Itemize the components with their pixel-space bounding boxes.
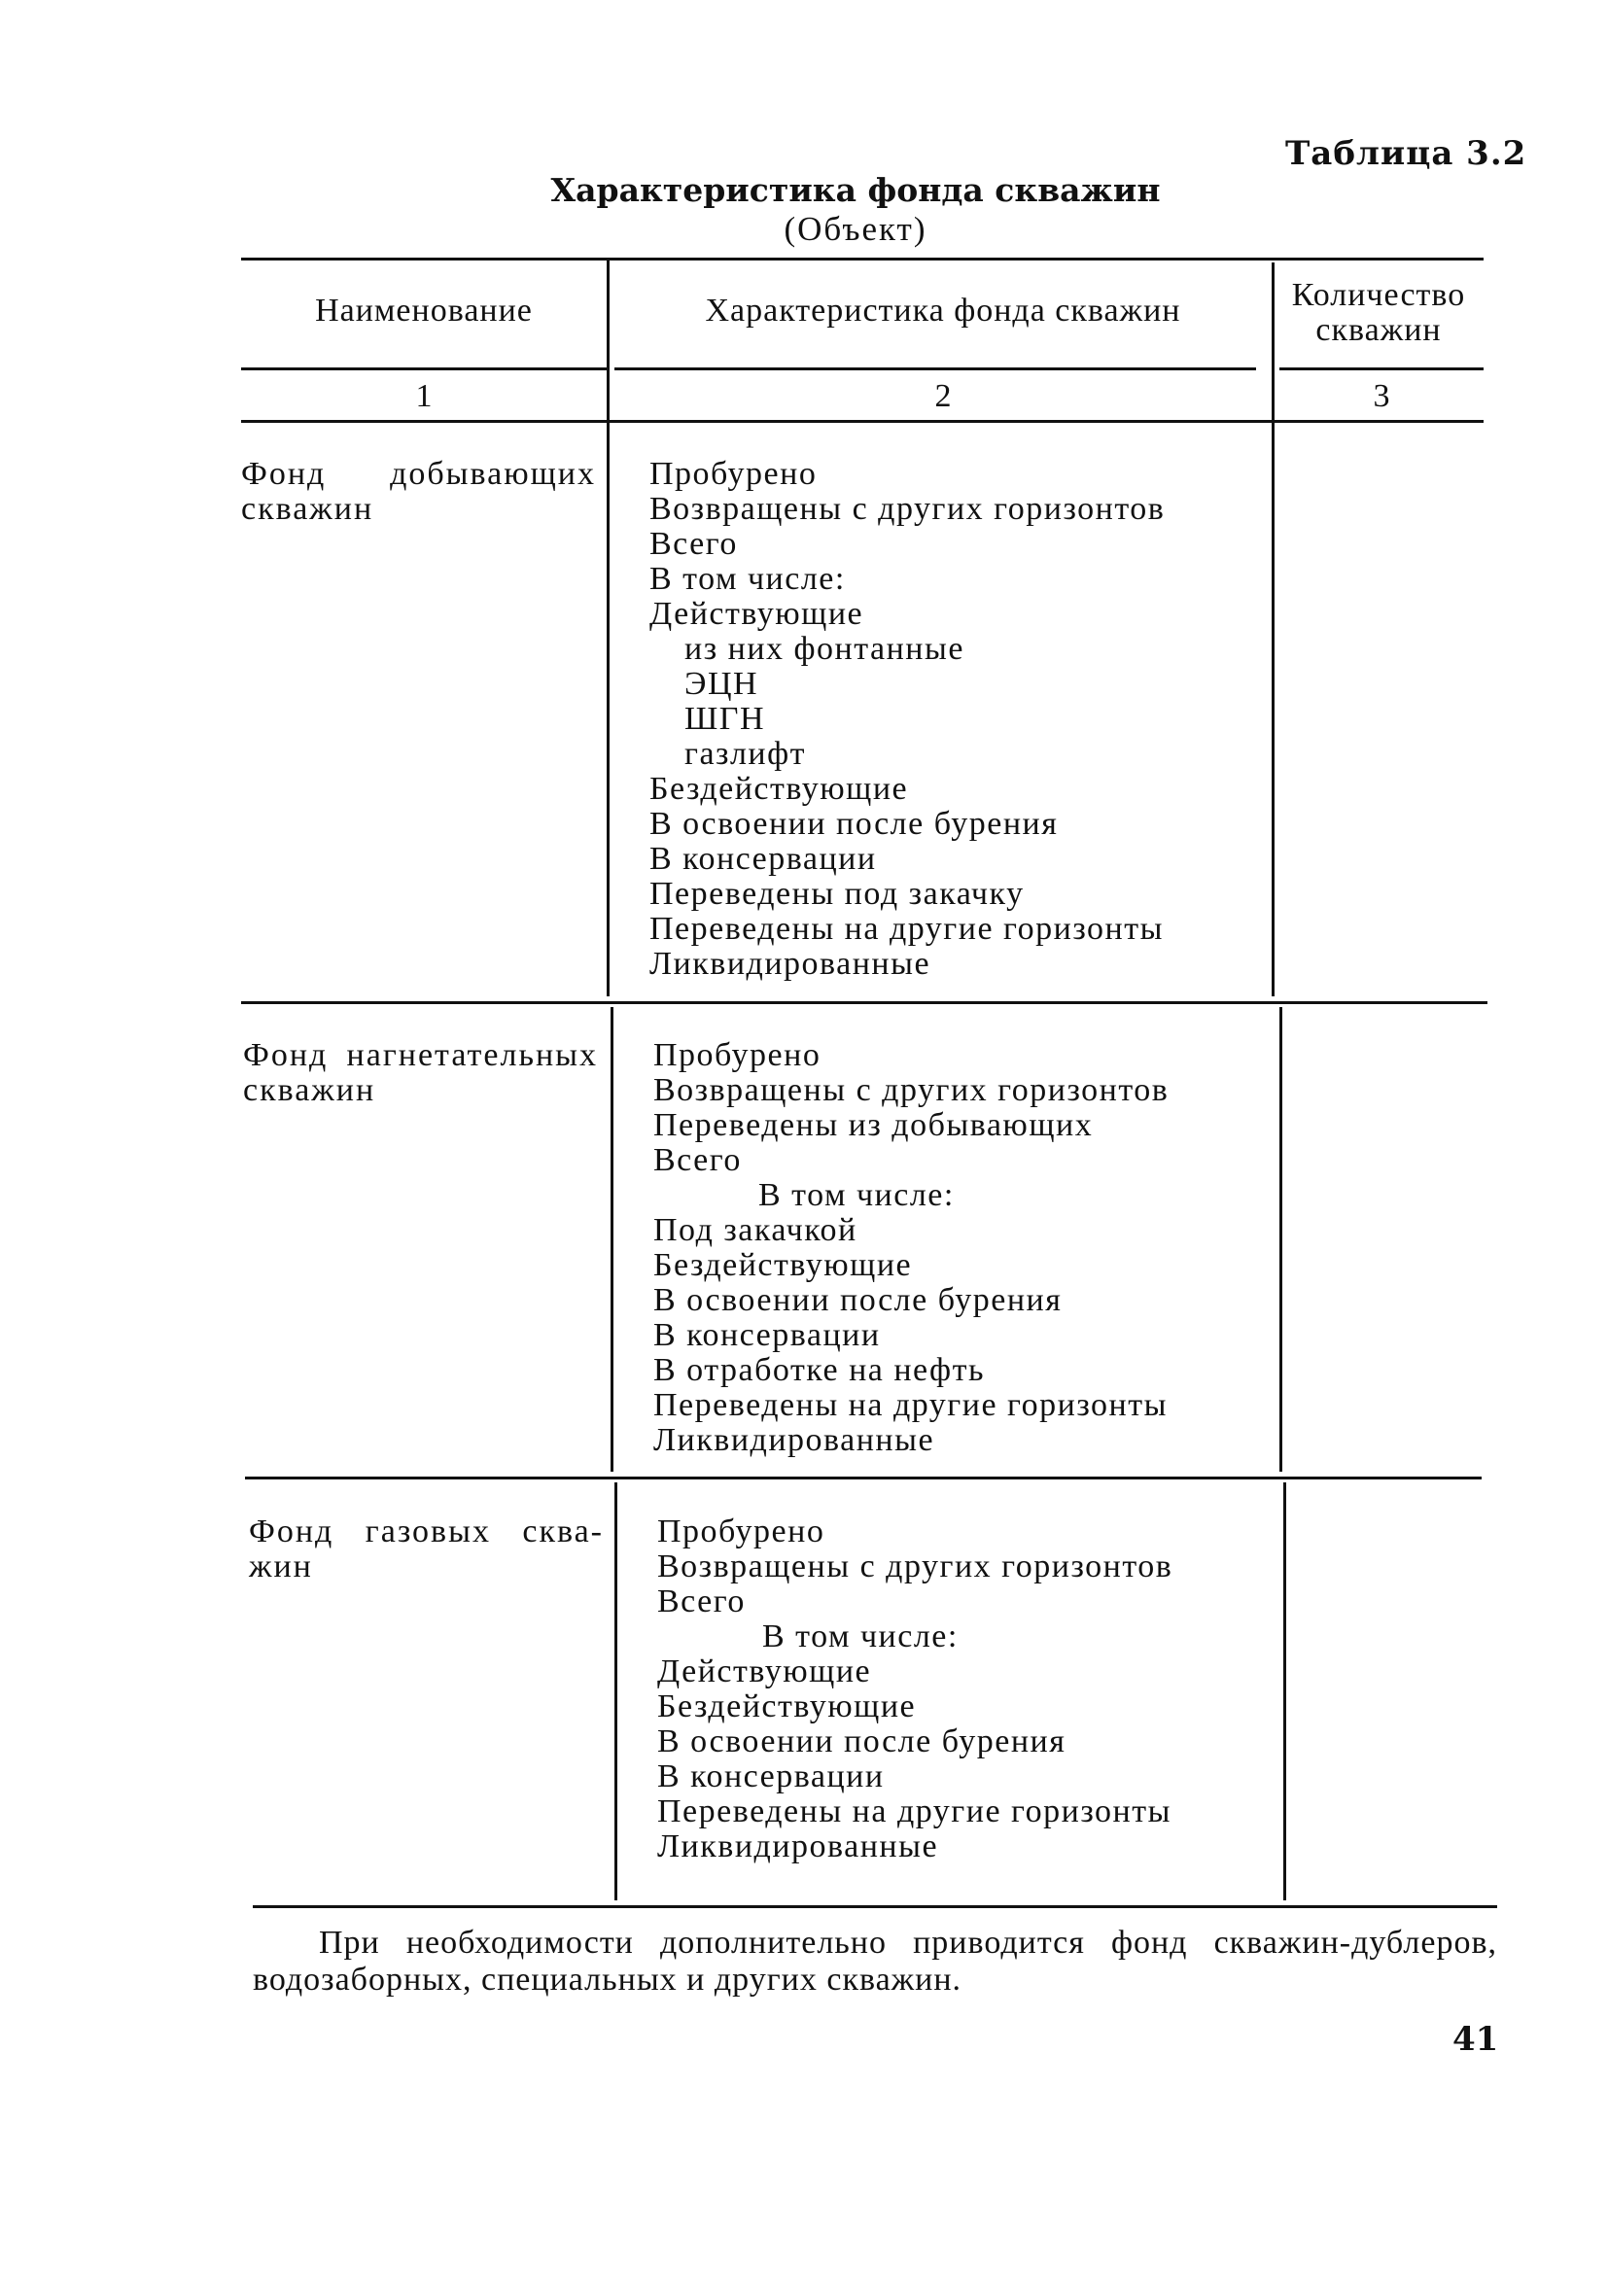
table-row-item: Ликвидированные xyxy=(653,1422,935,1458)
table-row-item: Бездействующие xyxy=(649,771,909,807)
table-bottom-rule xyxy=(253,1905,1497,1908)
group-name-injection: Фонд нагнетательных скважин xyxy=(243,1037,598,1108)
column-number-2: 2 xyxy=(934,378,952,414)
table-row-item: ШГН xyxy=(684,701,766,737)
table-row-item: Всего xyxy=(649,526,738,562)
column-header-count: Количество скважин xyxy=(1291,277,1466,348)
table-row-item: В консервации xyxy=(653,1317,881,1353)
table-row-item: Всего xyxy=(657,1583,746,1619)
column-number-rule xyxy=(241,420,1484,423)
table-title-block xyxy=(544,171,1167,249)
table-row-item: газлифт xyxy=(684,736,807,772)
column-number-1: 1 xyxy=(415,378,433,414)
table-row-item: В том числе: xyxy=(762,1618,959,1654)
page-number: 41 xyxy=(1452,2020,1499,2059)
header-rule-col3 xyxy=(1279,367,1484,370)
table-row-item: Переведены под закачку xyxy=(649,876,1025,912)
table-row-item: Переведены на другие горизонты xyxy=(653,1387,1168,1423)
column-divider-2a xyxy=(1272,262,1275,996)
column-header-name: Наименование xyxy=(315,293,533,329)
column-number-3: 3 xyxy=(1373,378,1390,414)
table-row-item: Пробурено xyxy=(649,456,818,492)
column-divider-2c xyxy=(1283,1482,1286,1900)
table-row-item: Переведены из добывающих xyxy=(653,1107,1094,1143)
group-items-injection xyxy=(653,1038,1169,1458)
column-divider-2b xyxy=(1279,1007,1282,1472)
column-divider-1a xyxy=(607,258,610,996)
table-row-item: ЭЦН xyxy=(684,666,759,702)
table-row-item: Ликвидированные xyxy=(649,946,931,982)
table-row-item: Бездействующие xyxy=(657,1688,917,1724)
table-row-item: Ликвидированные xyxy=(657,1828,939,1864)
header-rule-col2 xyxy=(614,367,1256,370)
group-items-gas xyxy=(657,1514,1172,1864)
table-row-item: В освоении после бурения xyxy=(657,1723,1066,1759)
table-top-rule xyxy=(241,258,1484,261)
table-row-item: Возвращены с других горизонтов xyxy=(657,1548,1173,1584)
table-row-item: Переведены на другие горизонты xyxy=(649,911,1164,947)
group-divider-1 xyxy=(241,1001,1487,1004)
table-row-item: В том числе: xyxy=(758,1177,955,1213)
group-name-production: Фонд добывающих скважин xyxy=(241,456,596,527)
footnote-text: При необходимости дополнительно приводится фонд скважин-дублеров, водозаборных, специальных и других скважин. xyxy=(253,1925,1497,1998)
column-divider-1b xyxy=(611,1007,613,1472)
table-row-item: В консервации xyxy=(657,1758,885,1794)
table-row-item: Возвращены с других горизонтов xyxy=(653,1072,1170,1108)
table-row-item: В освоении после бурения xyxy=(649,806,1059,842)
table-row-item: Пробурено xyxy=(657,1513,825,1549)
group-items-production xyxy=(649,457,1165,982)
table-row-item: Переведены на другие горизонты xyxy=(657,1793,1171,1829)
table-row-item: Пробурено xyxy=(653,1037,821,1073)
table-row-item: В том числе: xyxy=(649,561,846,597)
table-row-item: Действующие xyxy=(657,1653,872,1689)
header-rule-col1 xyxy=(241,367,609,370)
table-row-item: В консервации xyxy=(649,841,877,877)
group-divider-2 xyxy=(245,1477,1482,1479)
footnote xyxy=(253,1925,1497,1999)
table-title: Характеристика фонда скважин xyxy=(550,171,1161,209)
table-subtitle: (Объект) xyxy=(784,210,927,248)
column-header-characteristic: Характеристика фонда скважин xyxy=(705,293,1181,329)
table-row-item: Под закачкой xyxy=(653,1212,857,1248)
group-name-gas: Фонд газовых сква- жин xyxy=(249,1513,604,1584)
table-row-item: Действующие xyxy=(649,596,864,632)
table-row-item: В освоении после бурения xyxy=(653,1282,1063,1318)
table-row-item: Возвращены с других горизонтов xyxy=(649,491,1166,527)
table-row-item: В отработке на нефть xyxy=(653,1352,985,1388)
table-row-item: Бездействующие xyxy=(653,1247,913,1283)
table-row-item: Всего xyxy=(653,1142,742,1178)
column-divider-1c xyxy=(614,1482,617,1900)
table-label: Таблица 3.2 xyxy=(1285,134,1527,173)
table-row-item: из них фонтанные xyxy=(684,631,964,667)
